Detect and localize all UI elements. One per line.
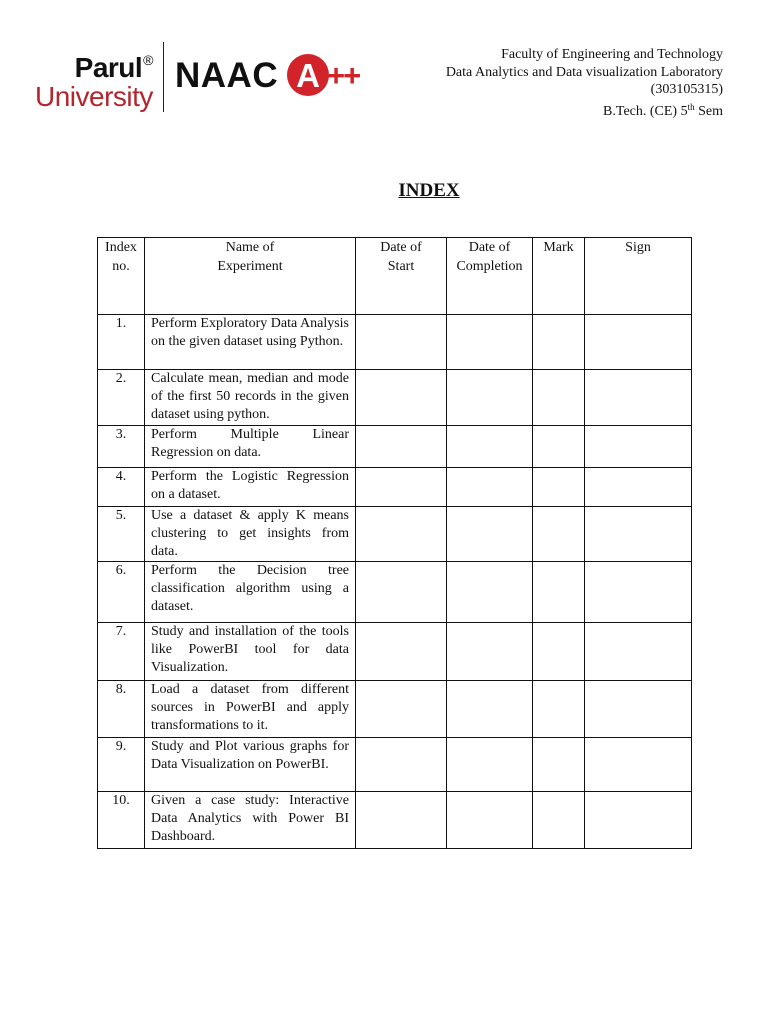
date-completion-cell (447, 738, 533, 792)
index-table (97, 237, 692, 849)
experiment-name-cell: Load a dataset from different sources in PowerBI and apply transformations to it. (145, 681, 356, 738)
table-row (98, 738, 692, 792)
logo-university-word: University (35, 81, 153, 112)
date-start-cell (356, 623, 447, 681)
sign-cell (585, 623, 692, 681)
experiment-name-cell: Perform Multiple Linear Regression on data. (145, 426, 356, 468)
table-row (98, 507, 692, 562)
naac-text: NAAC (175, 56, 279, 95)
mark-cell (533, 792, 585, 849)
date-start-cell (356, 370, 447, 426)
experiment-name-cell: Study and Plot various graphs for Data Visualization on PowerBI. (145, 738, 356, 792)
date-completion-cell (447, 792, 533, 849)
mark-cell (533, 507, 585, 562)
experiment-name-cell: Perform Exploratory Data Analysis on the given dataset using Python. (145, 315, 356, 370)
experiment-name-cell: Perform the Logistic Regression on a dataset. (145, 468, 356, 507)
semester: B.Tech. (CE) 5th Sem (603, 101, 723, 119)
index-no-cell: 6. (98, 562, 145, 623)
header-date-start: Date of Start (356, 238, 447, 315)
sign-cell (585, 792, 692, 849)
page-header (0, 0, 768, 130)
sign-cell (585, 738, 692, 792)
date-start-cell (356, 738, 447, 792)
mark-cell (533, 468, 585, 507)
table-row (98, 681, 692, 738)
date-completion-cell (447, 681, 533, 738)
experiment-name-cell: Use a dataset & apply K means clustering to get insights from data. (145, 507, 356, 562)
index-no-cell: 10. (98, 792, 145, 849)
date-start-cell (356, 562, 447, 623)
sign-cell (585, 681, 692, 738)
date-completion-cell (447, 623, 533, 681)
mark-cell (533, 370, 585, 426)
experiment-name-cell: Given a case study: Interactive Data Analytics with Power BI Dashboard. (145, 792, 356, 849)
naac-grade: A (296, 57, 320, 94)
naac-plus: ++ (327, 58, 360, 93)
faculty-name: Faculty of Engineering and Technology (501, 47, 723, 62)
index-no-cell: 9. (98, 738, 145, 792)
table-body (98, 315, 692, 849)
header-experiment-name: Name of Experiment (145, 238, 356, 315)
date-start-cell (356, 426, 447, 468)
index-no-cell: 3. (98, 426, 145, 468)
header-mark: Mark (533, 238, 585, 315)
sign-cell (585, 426, 692, 468)
table-row (98, 468, 692, 507)
mark-cell (533, 315, 585, 370)
mark-cell (533, 623, 585, 681)
parul-university-logo (35, 46, 165, 112)
sign-cell (585, 370, 692, 426)
registered-mark: ® (143, 52, 153, 68)
mark-cell (533, 426, 585, 468)
experiment-name-cell: Study and installation of the tools like PowerBI tool for data Visualization. (145, 623, 356, 681)
index-no-cell: 1. (98, 315, 145, 370)
table-row (98, 315, 692, 370)
lab-name: Data Analytics and Data visualization Laboratory (445, 64, 723, 80)
index-no-cell: 2. (98, 370, 145, 426)
header-index-no: Index no. (98, 238, 145, 315)
table-row (98, 370, 692, 426)
sign-cell (585, 468, 692, 507)
mark-cell (533, 562, 585, 623)
header-date-completion: Date of Completion (447, 238, 533, 315)
index-no-cell: 7. (98, 623, 145, 681)
table-row (98, 623, 692, 681)
date-completion-cell (447, 468, 533, 507)
table-row (98, 792, 692, 849)
page-title: INDEX (398, 180, 460, 201)
date-start-cell (356, 315, 447, 370)
experiment-name-cell: Calculate mean, median and mode of the first 50 records in the given dataset using python. (145, 370, 356, 426)
course-info (446, 46, 723, 120)
date-start-cell (356, 792, 447, 849)
mark-cell (533, 681, 585, 738)
table-row (98, 562, 692, 623)
index-no-cell: 8. (98, 681, 145, 738)
table-row (98, 426, 692, 468)
index-no-cell: 4. (98, 468, 145, 507)
date-start-cell (356, 468, 447, 507)
date-completion-cell (447, 370, 533, 426)
date-completion-cell (447, 562, 533, 623)
index-no-cell: 5. (98, 507, 145, 562)
mark-cell (533, 738, 585, 792)
sign-cell (585, 315, 692, 370)
date-completion-cell (447, 426, 533, 468)
date-completion-cell (447, 507, 533, 562)
logo-divider (163, 42, 164, 112)
sign-cell (585, 562, 692, 623)
table-header-row (98, 238, 692, 315)
logo-parul-word: Parul (74, 52, 143, 83)
date-completion-cell (447, 315, 533, 370)
experiment-name-cell: Perform the Decision tree classification algorithm using a dataset. (145, 562, 356, 623)
header-sign: Sign (585, 238, 692, 315)
course-code: (303105315) (650, 82, 723, 97)
date-start-cell (356, 507, 447, 562)
sign-cell (585, 507, 692, 562)
date-start-cell (356, 681, 447, 738)
